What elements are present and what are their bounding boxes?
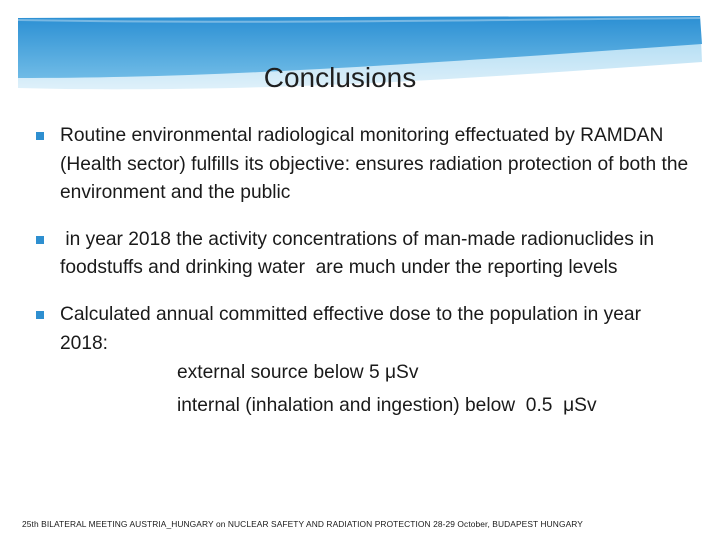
dose-line-external: external source below 5 μSv — [177, 362, 419, 384]
bullet-item — [36, 122, 691, 208]
bullet-text: Routine environmental radiological monitoring effectuated by RAMDAN (Health sector) fulfills its objective: ensures radiation protection of both the environment and the public — [60, 125, 689, 204]
bullet-text-block — [60, 301, 691, 420]
bullet-list — [36, 122, 691, 438]
square-bullet-icon — [36, 236, 44, 244]
bullet-text: in year 2018 the activity concentrations of man-made radionuclides in foodstuffs and drinking water are much under the reporting levels — [60, 228, 660, 279]
square-bullet-icon — [36, 132, 44, 140]
bullet-item — [36, 301, 691, 420]
bullet-item — [36, 226, 691, 283]
bullet-text: Calculated annual committed effective dose to the population in year 2018: — [60, 303, 641, 354]
square-bullet-icon — [36, 311, 44, 319]
dose-line-internal: internal (inhalation and ingestion) below 0.5 μSv — [177, 394, 597, 416]
slide-title: Conclusions — [263, 62, 417, 93]
footer-text: 25th BILATERAL MEETING AUSTRIA_HUNGARY on NUCLEAR SAFETY AND RADIATION PROTECTION 28-29 October, BUDAPEST HUNGARY — [22, 519, 583, 529]
